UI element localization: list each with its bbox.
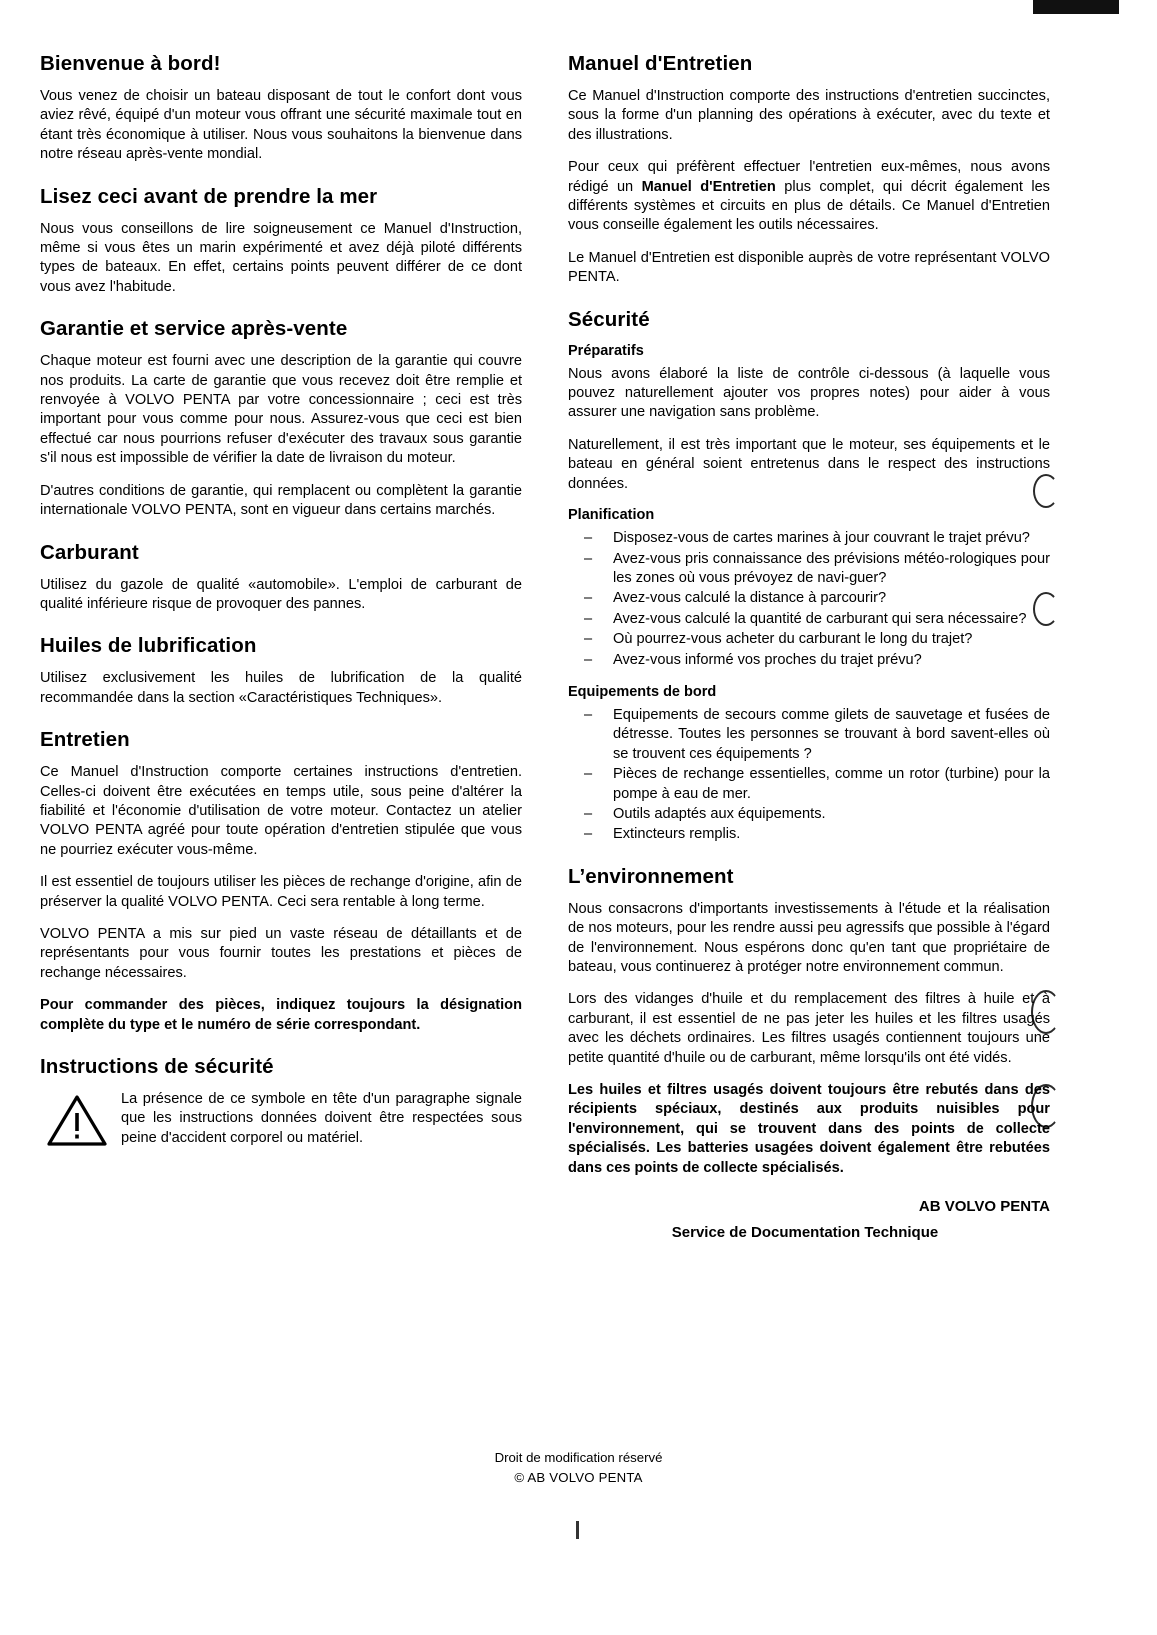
paragraph-preparatifs-2: Naturellement, il est très important que le moteur, ses équipements et le bateau en général soient entretenus dans le respect des instructions données. [568, 436, 1050, 492]
paragraph-service-manual-2 [568, 158, 1050, 236]
section-oils [40, 634, 522, 708]
paragraph-oils: Utilisez exclusivement les huiles de lubrification de la qualité recommandée dans la section «Caractéristiques Techniques». [40, 670, 522, 706]
list-planification [568, 529, 1050, 670]
heading-planification: Planification [568, 507, 655, 524]
section-welcome [40, 52, 522, 165]
heading-carburant: Carburant [40, 540, 139, 564]
scan-artifact-bottom [576, 1521, 579, 1539]
signature-block [568, 1198, 1050, 1241]
heading-entretien: Entretien [40, 728, 130, 752]
list-item: – Avez-vous calculé la distance à parcourir? [582, 589, 1050, 608]
paragraph-environment-2: Lors des vidanges d'huile et du remplacement des filtres à huile et à carburant, il est essentiel de ne pas jeter les huiles et les filtres usagés avec les déchets ordinaires. Les filtres usagés contiennent toujours une petite quantité d'huile ou de carburant, même lorsqu'ils ont été vidés. [568, 991, 1050, 1066]
list-item: – Disposez-vous de cartes marines à jour couvrant le trajet prévu? [582, 529, 1050, 548]
list-item: – Où pourrez-vous acheter du carburant le long du trajet? [582, 630, 1050, 649]
section-environment [568, 865, 1050, 1178]
paragraph-environment-3-bold: Les huiles et filtres usagés doivent toujours être rebutés dans des récipients spéciaux, destinés aux produits nuisibles pour l'environnement, qui se trouvent dans des points de collecte spécialisés. Les batteries usagées doivent également être rebutées dans ces points de collecte spécialisés. [568, 1082, 1050, 1176]
paragraph-maintenance-1: Ce Manuel d'Instruction comporte certaines instructions d'entretien. Celles-ci doivent être exécutées en temps utile, sous peine d'altérer la fiabilité et l'économie d'utilisation de votre moteur. Contactez un atelier VOLVO PENTA agréé pour toute opération d'entretien stipulée que vous ne pourriez exécuter vous-même. [40, 764, 522, 858]
list-equipements-de-bord [568, 706, 1050, 845]
paragraph-fuel: Utilisez du gazole de qualité «automobile». L'emploi de carburant de qualité inférieure risque de provoquer des pannes. [40, 576, 522, 612]
list-item: – Equipements de secours comme gilets de sauvetage et fusées de détresse. Toutes les personnes se trouvant à bord savent-elles où se trouvent ces équipements ? [582, 706, 1050, 764]
paragraph-environment-1: Nous consacrons d'importants investissements à l'étude et la réalisation de nos moteurs, pour les rendre aussi peu agressifs que possible à l'égard de l'environnement. Nous espérons donc qu'en tant que propriétaire de bateau, vous continuerez à protéger notre environnement commun. [568, 900, 1050, 975]
text-pre: Pour ceux qui préfèrent effectuer l'entretien eux-mêmes, nous avons rédigé un [568, 159, 1050, 195]
safety-symbol-block [40, 1090, 522, 1153]
heading-garantie: Garantie et service après-vente [40, 317, 348, 341]
section-fuel [40, 541, 522, 615]
paragraph-warranty-2: D'autres conditions de garantie, qui remplacent ou complètent la garantie internationale VOLVO PENTA, sont en vigueur dans certains marchés. [40, 482, 522, 519]
signature-department: Service de Documentation Technique [671, 1224, 939, 1242]
list-item: – Avez-vous calculé la quantité de carburant qui sera nécessaire? [582, 610, 1050, 629]
paragraph-maintenance-3: VOLVO PENTA a mis sur pied un vaste réseau de détaillants et de représentants pour vous fournir toutes les prestations et pièces de rechange nécessaires. [40, 925, 522, 981]
heading-bienvenue: Bienvenue à bord! [40, 52, 221, 75]
paragraph-read-first: Nous vous conseillons de lire soigneusement ce Manuel d'Instruction, même si vous êtes un marin expérimenté et avez déjà piloté différents types de bateaux. En effet, certains points peuvent différer de ce dont vous avez l'habitude. [40, 220, 522, 295]
list-item: – Pièces de rechange essentielles, comme un rotor (turbine) pour la pompe à eau de mer. [582, 765, 1050, 804]
paragraph-maintenance-2: Il est essentiel de toujours utiliser les pièces de rechange d'origine, afin de préserver la qualité VOLVO PENTA. Ceci sera rentable à long terme. [40, 874, 522, 910]
paragraph-welcome: Vous venez de choisir un bateau disposant de tout le confort dont vous aviez rêvé, équipé d'un moteur vous offrant une sécurité maximale tout en étant très économique à utiliser. Nous vous souhaitons la bienvenue dans notre réseau après-vente mondial. [40, 88, 522, 163]
text-bold-manuel-entretien: Manuel d'Entretien [641, 178, 776, 195]
paragraph-service-manual-3: Le Manuel d'Entretien est disponible auprès de votre représentant VOLVO PENTA. [568, 249, 1050, 286]
section-warranty [40, 317, 522, 520]
list-item: – Outils adaptés aux équipements. [582, 805, 1050, 824]
paragraph-service-manual-1: Ce Manuel d'Instruction comporte des instructions d'entretien succinctes, sous la forme d'un planning des opérations à exécuter, avec du texte et des illustrations. [568, 88, 1050, 143]
section-safety-instructions [40, 1055, 522, 1153]
footer-line-1: Droit de modification réservé [494, 1450, 663, 1465]
paragraph-safety-symbol: La présence de ce symbole en tête d'un paragraphe signale que les instructions données doivent être respectées sous peine d'accident corporel ou matériel. [121, 1091, 522, 1146]
text-post: plus complet, qui décrit également les différents systèmes et circuits en plus de détails. Ce Manuel d'Entretien vous conseille également les outils nécessaires. [568, 178, 1050, 234]
footer-line-2: © AB VOLVO PENTA [514, 1470, 643, 1486]
heading-instructions-securite: Instructions de sécurité [40, 1055, 274, 1078]
heading-equipements-de-bord: Equipements de bord [568, 683, 717, 700]
paragraph-warranty-1: Chaque moteur est fourni avec une description de la garantie qui couvre nos produits. La carte de garantie que vous recevez doit être remplie et renvoyée à VOLVO PENTA par votre concessionnaire ; ceci est très important pour vous comme pour nous. Assurez-vous que ceci est bien effectué car nous pourrions refuser d'exécuter des travaux sous garantie s'il nous est impossible de vérifier la date de livraison du moteur. [40, 353, 522, 467]
paragraph-preparatifs-1: Nous avons élaboré la liste de contrôle ci-dessous (à laquelle vous pouvez naturellement ajouter vos propres notes) pour aider à vous assurer une navigation sans problème. [568, 365, 1050, 421]
warning-triangle-icon [46, 1093, 108, 1153]
heading-preparatifs: Préparatifs [568, 342, 644, 359]
signature-company: AB VOLVO PENTA [918, 1198, 1050, 1216]
section-service-manual [568, 52, 1050, 288]
list-item: – Extincteurs remplis. [582, 825, 1050, 844]
page-footer [0, 1448, 1157, 1489]
section-security [568, 308, 1050, 845]
paragraph-order-parts-bold: Pour commander des pièces, indiquez toujours la désignation complète du type et le numéro de série correspondant. [40, 997, 522, 1033]
two-column-layout [40, 52, 1050, 1241]
heading-huiles: Huiles de lubrification [40, 634, 257, 658]
section-maintenance [40, 728, 522, 1035]
heading-manuel-entretien: Manuel d'Entretien [568, 52, 753, 75]
heading-securite: Sécurité [568, 307, 650, 331]
list-item: – Avez-vous informé vos proches du trajet prévu? [582, 651, 1050, 670]
list-item: – Avez-vous pris connaissance des prévisions météo-rologiques pour les zones où vous prévoyez de navi-guer? [582, 550, 1050, 589]
section-read-first [40, 185, 522, 298]
scan-artifact-top [1033, 0, 1119, 14]
heading-environnement: L’environnement [568, 864, 734, 888]
left-column [40, 52, 522, 1241]
heading-lisez-ceci: Lisez ceci avant de prendre la mer [40, 184, 378, 208]
right-column [568, 52, 1050, 1241]
